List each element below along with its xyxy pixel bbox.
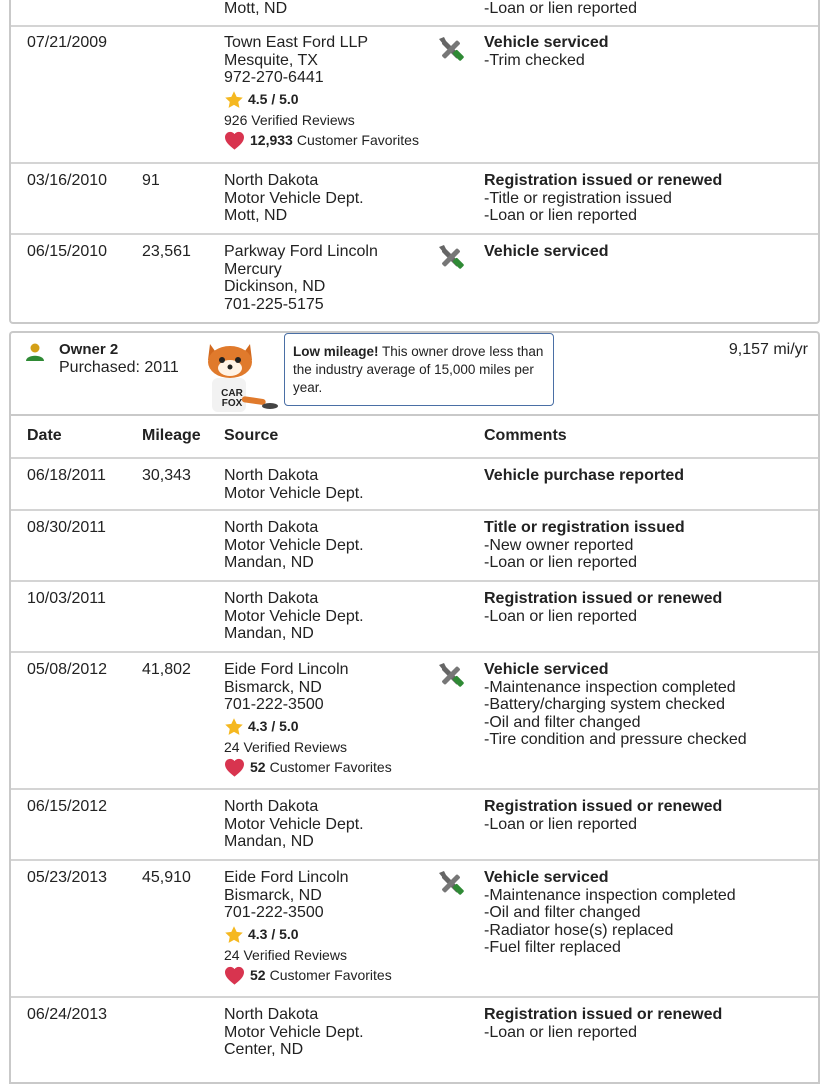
wrench-screwdriver-icon [436, 869, 466, 902]
mascot-shirt-text: CAR FOX [221, 388, 243, 409]
date-cell: 06/24/2013 [27, 1006, 108, 1023]
comments-cell: Vehicle serviced [484, 243, 609, 260]
owner-label: Owner 2 [59, 341, 119, 358]
comment-line: -Tire condition and pressure checked [484, 731, 747, 749]
table-row [11, 653, 818, 790]
source-cell: Mott, ND [224, 0, 288, 17]
wrench-screwdriver-icon [436, 243, 466, 276]
source-cell: Eide Ford Lincoln Bismarck, ND 701-222-3500 4.3 / 5.0 24 Verified Reviews 52 Customer Favorites [224, 661, 392, 777]
comments-cell: Registration issued or renewed -Loan or lien reported [484, 1006, 723, 1041]
owner2-history-table [9, 414, 820, 1084]
customer-favorites: 52 Customer Favorites [224, 966, 392, 985]
mileage-cell: 23,561 [142, 243, 191, 260]
date-cell: 06/15/2012 [27, 798, 108, 815]
column-header-date: Date [27, 427, 62, 444]
comment-line: -Loan or lien reported [484, 607, 637, 625]
comments-cell: Vehicle serviced -Trim checked [484, 34, 609, 69]
table-header [11, 416, 818, 459]
date-cell: 05/23/2013 [27, 869, 108, 886]
comment-line: -Loan or lien reported [484, 207, 637, 225]
column-header-comments: Comments [484, 427, 567, 444]
column-header-source: Source [224, 427, 279, 444]
heart-icon [224, 758, 245, 777]
mileage-cell: 41,802 [142, 661, 191, 678]
table-row [11, 861, 818, 998]
comments-cell: Registration issued or renewed -Loan or lien reported [484, 798, 723, 833]
source-cell: Parkway Ford Lincoln Mercury Dickinson, ND 701-225-5175 [224, 243, 378, 313]
verified-reviews-link[interactable]: 926 Verified Reviews [224, 111, 355, 128]
star-icon [224, 925, 244, 945]
customer-favorites: 12,933 Customer Favorites [224, 131, 419, 150]
source-cell: North Dakota Motor Vehicle Dept. Mott, ND [224, 172, 364, 225]
mileage-cell: 91 [142, 172, 160, 189]
date-cell: 03/16/2010 [27, 172, 108, 189]
date-cell: 08/30/2011 [27, 519, 106, 536]
heart-icon [224, 966, 245, 985]
verified-reviews-link[interactable]: 24 Verified Reviews [224, 946, 347, 963]
comment-line: -Loan or lien reported [484, 1023, 637, 1041]
wrench-screwdriver-icon [436, 661, 466, 694]
comments-cell: Title or registration issued -New owner reported -Loan or lien reported [484, 519, 685, 572]
table-row [11, 511, 818, 582]
source-cell: North Dakota Motor Vehicle Dept. [224, 467, 364, 502]
comment-line: -Battery/charging system checked [484, 696, 725, 714]
comment-line: -Oil and filter changed [484, 713, 641, 731]
comment-line: -Maintenance inspection completed [484, 886, 736, 904]
dealer-rating: 4.3 / 5.0 [224, 717, 392, 737]
source-cell: Town East Ford LLP Mesquite, TX 972-270-6441 4.5 / 5.0 926 Verified Reviews 12,933 Customer Favorites [224, 34, 419, 150]
dealer-name-link[interactable]: Eide Ford Lincoln [224, 661, 349, 678]
star-icon [224, 90, 244, 110]
source-cell: North Dakota Motor Vehicle Dept. Mandan, ND [224, 590, 364, 643]
mileage-cell: 45,910 [142, 869, 191, 886]
table-row [11, 27, 818, 164]
table-row [11, 790, 818, 861]
comment-line: -Oil and filter changed [484, 904, 641, 922]
mileage-cell: 30,343 [142, 467, 191, 484]
customer-favorites: 52 Customer Favorites [224, 758, 392, 777]
date-cell: 07/21/2009 [27, 34, 108, 51]
dealer-rating: 4.3 / 5.0 [224, 925, 392, 945]
table-row [11, 235, 818, 322]
source-cell: Eide Ford Lincoln Bismarck, ND 701-222-3500 4.3 / 5.0 24 Verified Reviews 52 Customer Favorites [224, 869, 392, 985]
comment-line: -Title or registration issued [484, 189, 672, 207]
comment-line: -Loan or lien reported [484, 815, 637, 833]
comments-cell: Registration issued or renewed -Loan or lien reported [484, 590, 723, 625]
comments-cell: Vehicle serviced -Maintenance inspection completed -Battery/charging system checked -Oil and filter changed -Tire condition and pressure checked [484, 661, 747, 749]
heart-icon [224, 131, 245, 150]
source-cell: North Dakota Motor Vehicle Dept. Mandan, ND [224, 798, 364, 851]
comments-cell: Vehicle purchase reported [484, 467, 685, 484]
date-cell: 06/18/2011 [27, 467, 106, 484]
date-cell: 06/15/2010 [27, 243, 108, 260]
owner1-history-panel [9, 0, 820, 324]
comment-line: -Radiator hose(s) replaced [484, 921, 674, 939]
star-icon [224, 717, 244, 737]
column-header-mileage: Mileage [142, 427, 201, 444]
purchased-year: Purchased: 2011 [59, 359, 179, 376]
mileage-rate: 9,157 mi/yr [728, 341, 808, 358]
wrench-screwdriver-icon [436, 35, 466, 68]
source-cell: North Dakota Motor Vehicle Dept. Mandan, ND [224, 519, 364, 572]
verified-reviews-link[interactable]: 24 Verified Reviews [224, 738, 347, 755]
comments-cell: Registration issued or renewed -Title or registration issued -Loan or lien reported [484, 172, 723, 225]
dealer-rating: 4.5 / 5.0 [224, 90, 419, 110]
source-cell: North Dakota Motor Vehicle Dept. Center, ND [224, 1006, 364, 1059]
comment-line: -New owner reported [484, 536, 634, 554]
table-row [11, 0, 818, 27]
comments-cell: Vehicle serviced -Maintenance inspection completed -Oil and filter changed -Radiator hose(s) replaced -Fuel filter replaced [484, 869, 736, 957]
dealer-name-link[interactable]: Town East Ford LLP [224, 34, 369, 51]
low-mileage-callout: Low mileage! This owner drove less than the industry average of 15,000 miles per year. [284, 333, 554, 406]
date-cell: 05/08/2012 [27, 661, 108, 678]
date-cell: 10/03/2011 [27, 590, 106, 607]
comments-cell [484, 0, 637, 18]
owner-icon [25, 342, 45, 367]
table-row [11, 164, 818, 235]
comment-line: -Maintenance inspection completed [484, 678, 736, 696]
dealer-name-link[interactable]: Eide Ford Lincoln [224, 869, 349, 886]
comment-line: -Trim checked [484, 51, 585, 69]
table-row [11, 998, 818, 1086]
comment-line: -Loan or lien reported [484, 0, 637, 17]
table-row [11, 582, 818, 653]
dealer-name-link[interactable]: Parkway Ford Lincoln [224, 243, 378, 260]
table-row [11, 459, 818, 511]
comment-line: -Loan or lien reported [484, 554, 637, 572]
comment-line: -Fuel filter replaced [484, 939, 621, 957]
